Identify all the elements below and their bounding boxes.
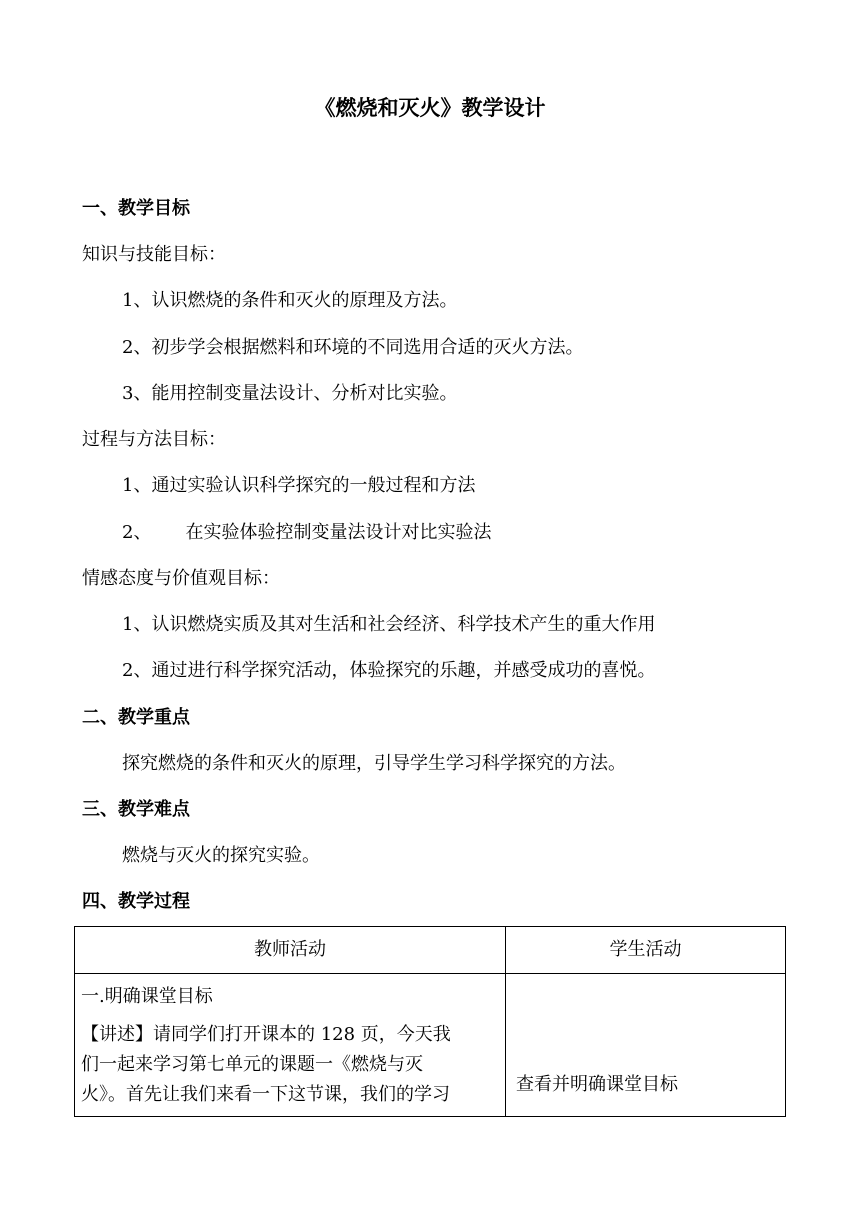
emotion-item: 2、通过进行科学探究活动，体验探究的乐趣，并感受成功的喜悦。	[122, 660, 656, 681]
process-item: 1、通过实验认识科学探究的一般过程和方法	[122, 475, 476, 496]
process-item-text: 在实验体验控制变量法设计对比实验法	[185, 522, 492, 543]
teacher-line: 一.明确课堂目标	[81, 986, 213, 1007]
header-student-activity: 学生活动	[506, 927, 786, 974]
section-heading-difficulties: 三、教学难点	[82, 799, 190, 820]
key-points-text: 探究燃烧的条件和灭火的原理，引导学生学习科学探究的方法。	[122, 753, 626, 774]
teacher-line: 火》。首先让我们来看一下这节课，我们的学习	[81, 1084, 450, 1105]
section-heading-process: 四、教学过程	[82, 891, 190, 912]
process-item-number: 2、	[122, 522, 152, 543]
section-heading-key-points: 二、教学重点	[82, 707, 190, 728]
knowledge-item: 2、初步学会根据燃料和环境的不同选用合适的灭火方法。	[122, 337, 584, 358]
teaching-process-table	[74, 926, 786, 1117]
header-teacher-activity: 教师活动	[75, 927, 506, 974]
student-activity-text: 查看并明确课堂目标	[516, 1074, 678, 1095]
teacher-activity-cell	[75, 974, 506, 1117]
difficulties-text: 燃烧与灭火的探究实验。	[122, 845, 320, 866]
teacher-line: 们一起来学习第七单元的课题一《燃烧与灭	[81, 1054, 423, 1075]
student-activity-cell	[506, 974, 786, 1117]
knowledge-item: 3、能用控制变量法设计、分析对比实验。	[122, 383, 458, 404]
teacher-line: 【讲述】请同学们打开课本的 128 页，今天我	[81, 1024, 451, 1045]
knowledge-label: 知识与技能目标：	[82, 244, 226, 265]
table-row	[75, 974, 786, 1117]
emotion-label: 情感态度与价值观目标：	[82, 568, 280, 589]
process-item	[122, 518, 491, 544]
document-title: 《燃烧和灭火》教学设计	[314, 96, 546, 120]
knowledge-item: 1、认识燃烧的条件和灭火的原理及方法。	[122, 290, 458, 311]
emotion-item: 1、认识燃烧实质及其对生活和社会经济、科学技术产生的重大作用	[122, 614, 656, 635]
process-label: 过程与方法目标：	[82, 429, 226, 450]
section-heading-objectives: 一、教学目标	[82, 198, 190, 219]
table-header-row	[75, 927, 786, 974]
